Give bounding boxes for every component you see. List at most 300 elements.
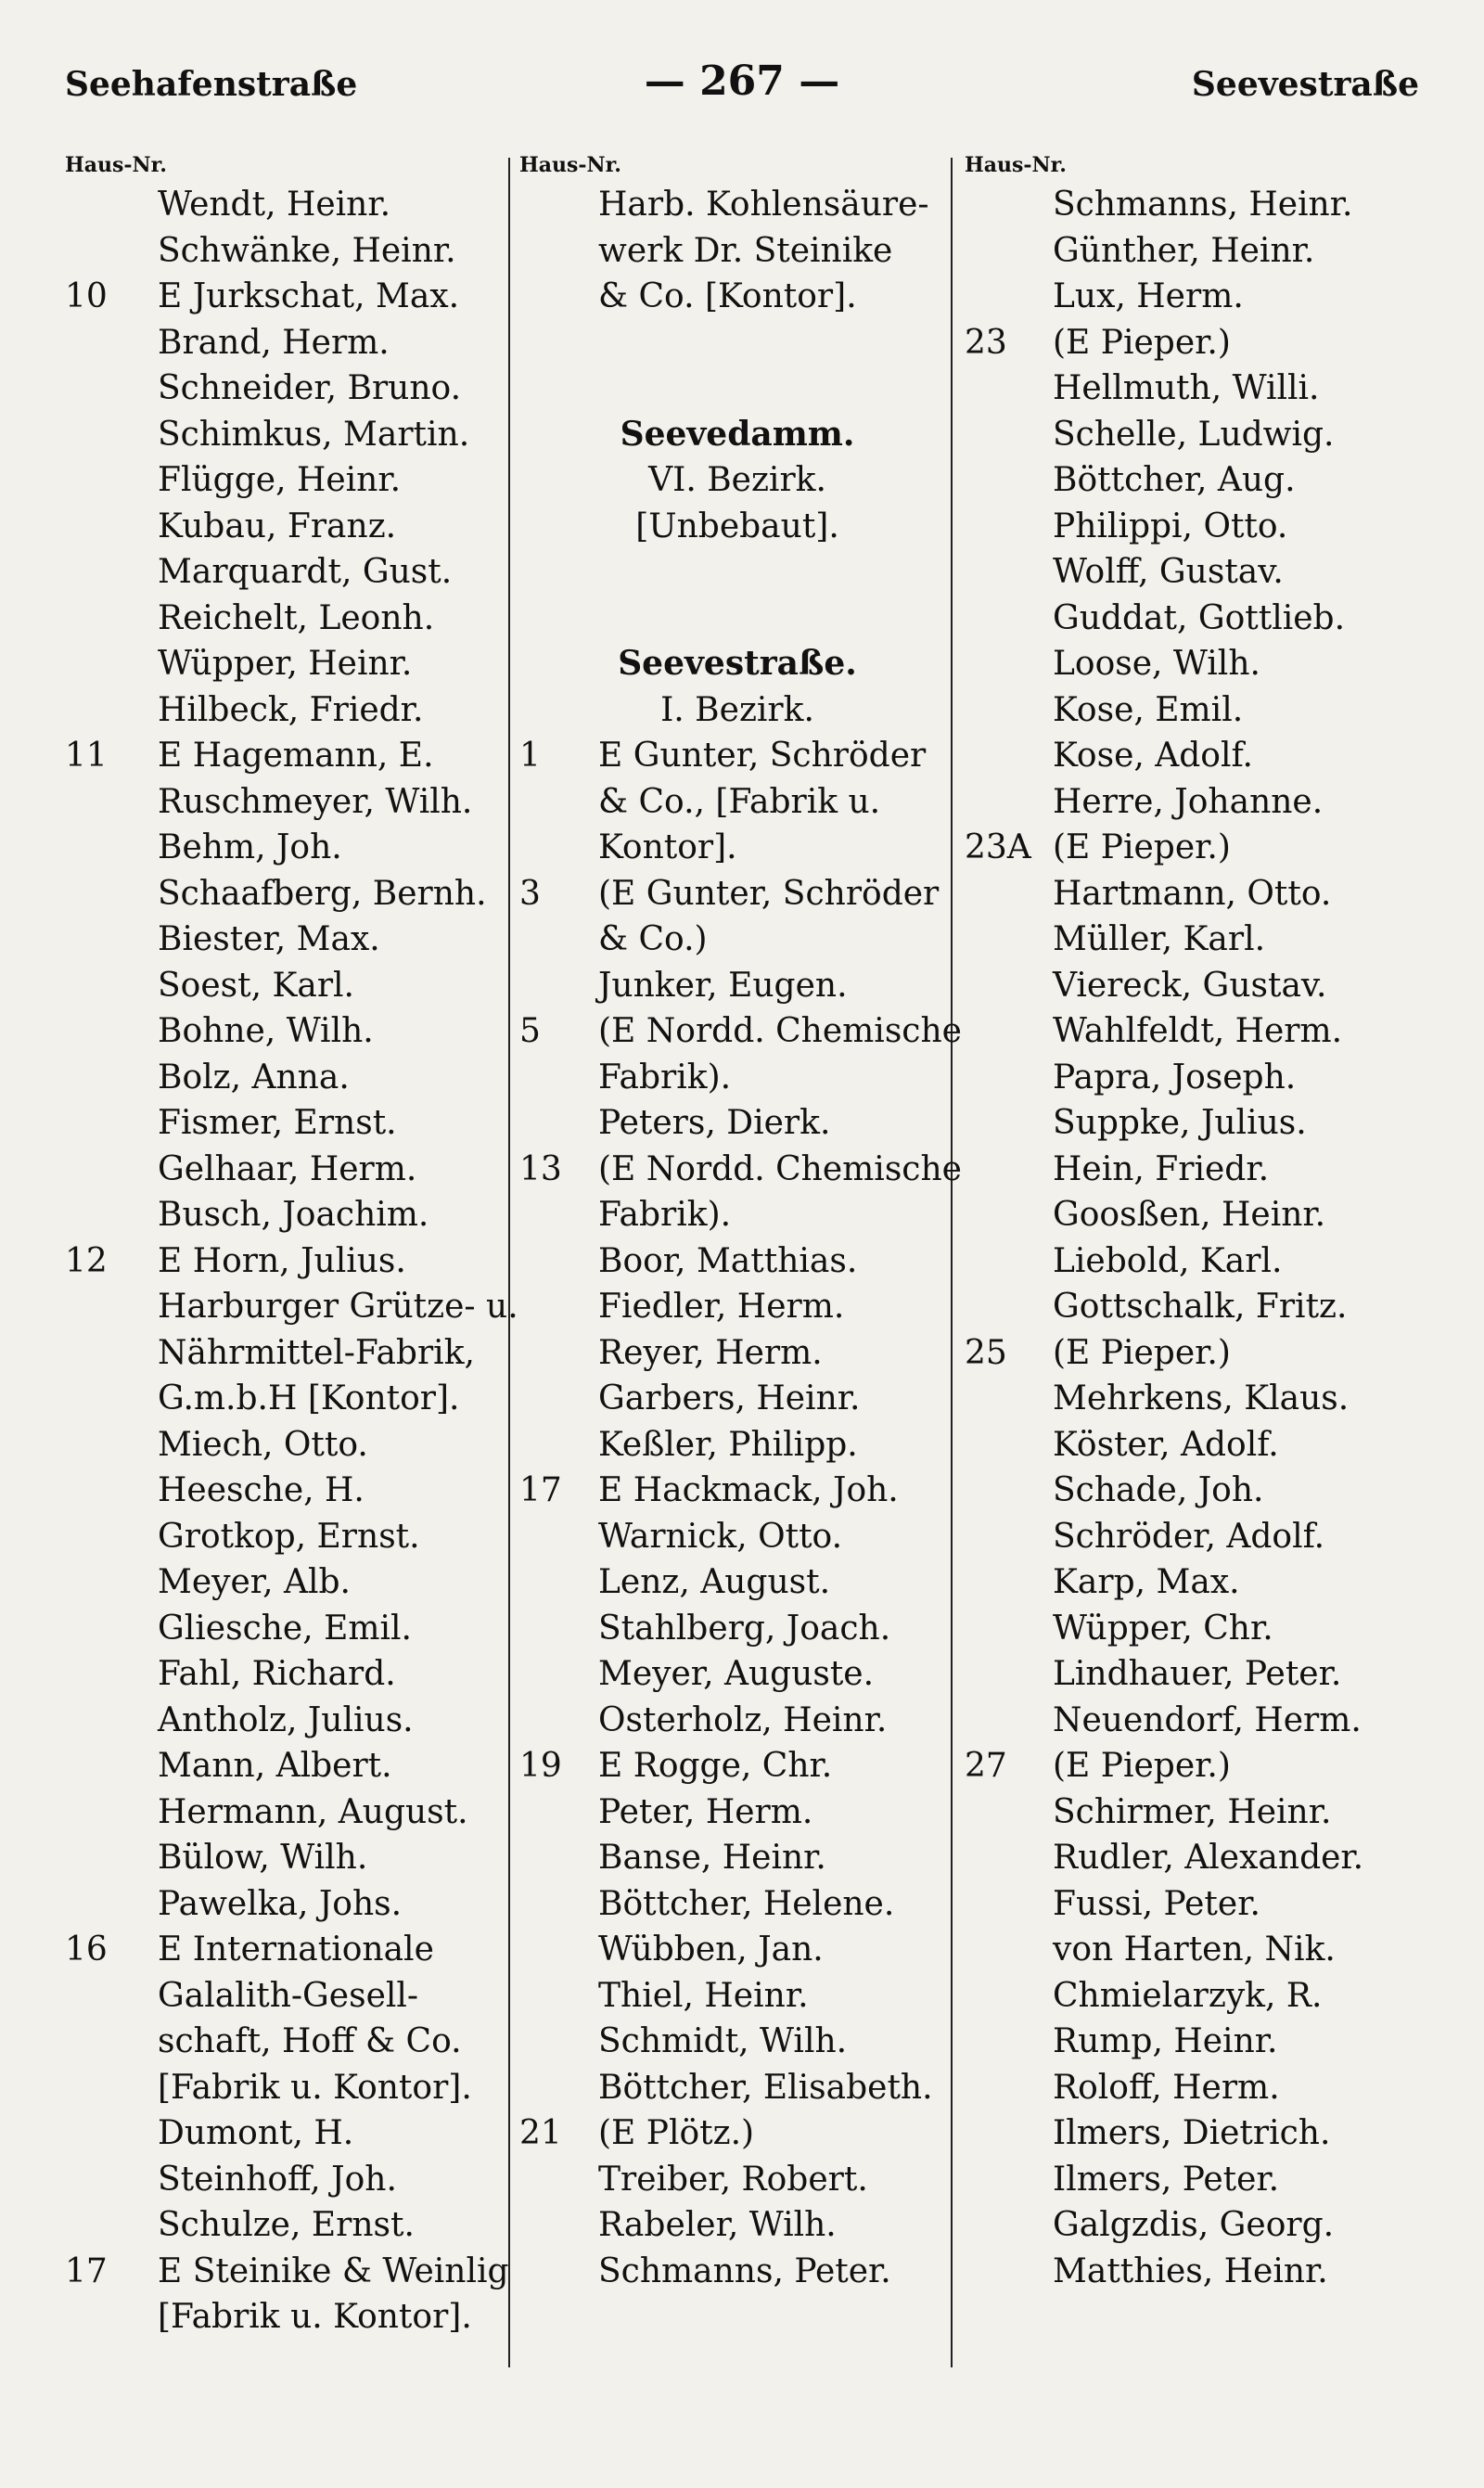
house-number — [65, 596, 158, 642]
directory-entry — [965, 1789, 1428, 1836]
directory-entry — [519, 2065, 955, 2111]
house-number — [965, 687, 1053, 734]
directory-entry — [519, 687, 955, 734]
house-number — [965, 1606, 1053, 1652]
entry-text: Antholz, Julius. — [158, 1700, 414, 1739]
house-number — [65, 917, 158, 963]
directory-entry — [965, 1743, 1428, 1789]
house-number — [965, 2065, 1053, 2111]
entry-text: Stahlberg, Joach. — [598, 1609, 891, 1648]
column-header: Haus-Nr. — [965, 153, 1067, 177]
directory-entry — [965, 1606, 1428, 1652]
house-number: 23A — [965, 828, 1031, 866]
house-number — [519, 1973, 598, 2020]
house-number: 23 — [965, 323, 1007, 362]
house-number — [519, 2249, 598, 2295]
directory-entry — [65, 871, 510, 917]
directory-entry — [65, 1055, 510, 1101]
house-number — [965, 457, 1053, 504]
house-number — [65, 1514, 158, 1560]
house-number — [519, 1881, 598, 1928]
entry-text: Schwänke, Heinr. — [158, 231, 456, 270]
entry-text: Reyer, Herm. — [598, 1333, 823, 1372]
entry-text: Meyer, Auguste. — [598, 1655, 875, 1693]
entry-text: Roloff, Herm. — [1053, 2068, 1280, 2107]
entry-text: Schaafberg, Bernh. — [158, 874, 487, 913]
directory-entry — [519, 2019, 955, 2065]
house-number — [65, 1468, 158, 1514]
house-number — [65, 1147, 158, 1193]
directory-entry — [65, 2157, 510, 2203]
house-number — [519, 549, 598, 596]
entry-text: Flügge, Heinr. — [158, 461, 402, 499]
entry-text — [598, 366, 955, 412]
house-number — [65, 1055, 158, 1101]
house-number — [65, 1559, 158, 1606]
entry-text: & Co. [Kontor]. — [598, 277, 857, 315]
entry-text: Schirmer, Heinr. — [1053, 1792, 1332, 1831]
directory-entry — [965, 228, 1428, 275]
directory-entry — [519, 871, 955, 917]
house-number — [65, 549, 158, 596]
directory-entry — [65, 1514, 510, 1560]
directory-entry — [65, 1743, 510, 1789]
entry-text: Fussi, Peter. — [1053, 1884, 1260, 1923]
entry-text: Schulze, Ernst. — [158, 2206, 415, 2244]
house-number: 10 — [65, 277, 108, 315]
house-number — [965, 1376, 1053, 1422]
entry-text: Philippi, Otto. — [1053, 507, 1288, 545]
house-number — [519, 1055, 598, 1101]
directory-entry — [965, 1192, 1428, 1238]
directory-entry — [965, 549, 1428, 596]
entry-text — [598, 320, 955, 366]
entry-text: Miech, Otto. — [158, 1425, 368, 1464]
house-number — [519, 1376, 598, 1422]
entry-text: I. Bezirk. — [660, 690, 814, 729]
house-number — [65, 504, 158, 550]
house-number — [65, 871, 158, 917]
entry-text: E Hackmack, Joh. — [598, 1471, 899, 1509]
directory-entry — [965, 182, 1428, 228]
entry-text: Warnick, Otto. — [598, 1517, 843, 1556]
house-number — [65, 825, 158, 871]
entry-text: Goosßen, Heinr. — [1053, 1196, 1326, 1234]
directory-entry — [519, 457, 955, 504]
directory-entry — [65, 1698, 510, 1744]
entry-text: Keßler, Philipp. — [598, 1425, 858, 1464]
directory-entry — [519, 412, 955, 458]
directory-entry — [519, 320, 955, 366]
directory-entry — [65, 1008, 510, 1055]
directory-entry — [65, 963, 510, 1009]
house-number — [65, 457, 158, 504]
entry-text: Bohne, Wilh. — [158, 1012, 374, 1050]
directory-entry — [65, 1238, 510, 1285]
directory-entry — [965, 1055, 1428, 1101]
directory-entry — [965, 871, 1428, 917]
entry-text: E Rogge, Chr. — [598, 1747, 833, 1785]
entry-text: Ruschmeyer, Wilh. — [158, 782, 473, 821]
entry-text: Papra, Joseph. — [1053, 1058, 1297, 1097]
directory-entry — [519, 596, 955, 642]
entry-text: Fahl, Richard. — [158, 1655, 396, 1693]
house-number — [65, 1100, 158, 1147]
entry-text: Schmanns, Heinr. — [1053, 186, 1353, 224]
entry-text: G.m.b.H [Kontor]. — [158, 1379, 460, 1417]
directory-entry — [965, 274, 1428, 320]
entry-text: Wendt, Heinr. — [158, 186, 391, 224]
directory-entry — [65, 733, 510, 779]
house-number — [519, 1789, 598, 1836]
directory-entry — [965, 1147, 1428, 1193]
directory-entry — [519, 1927, 955, 1973]
entry-text: Wolff, Gustav. — [1053, 553, 1284, 591]
entry-text: Kubau, Franz. — [158, 507, 397, 545]
directory-entry — [519, 1330, 955, 1377]
column-right — [965, 148, 1428, 2294]
house-number — [519, 596, 598, 642]
entry-text: Ilmers, Dietrich. — [1053, 2114, 1331, 2152]
entry-text: E Jurkschat, Max. — [158, 277, 460, 315]
directory-entry — [965, 596, 1428, 642]
directory-entry — [965, 1835, 1428, 1881]
entry-text: Marquardt, Gust. — [158, 553, 453, 591]
directory-entry — [965, 917, 1428, 963]
directory-entry — [65, 1100, 510, 1147]
house-number — [519, 320, 598, 366]
house-number — [965, 1238, 1053, 1285]
entry-text: Banse, Heinr. — [598, 1839, 826, 1877]
entry-text: (E Pieper.) — [1053, 1333, 1231, 1372]
directory-entry — [65, 596, 510, 642]
house-number — [519, 182, 598, 228]
directory-entry — [519, 1376, 955, 1422]
directory-entry — [519, 1973, 955, 2020]
entry-text: Schelle, Ludwig. — [1053, 415, 1335, 454]
directory-entry — [65, 1468, 510, 1514]
directory-entry — [65, 228, 510, 275]
house-number: 27 — [965, 1747, 1007, 1785]
entry-text: Köster, Adolf. — [1053, 1425, 1279, 1464]
directory-entry — [965, 1100, 1428, 1147]
house-number — [65, 366, 158, 412]
entry-text: E Gunter, Schröder — [598, 737, 927, 775]
directory-entry — [965, 1330, 1428, 1377]
column-header: Haus-Nr. — [65, 153, 167, 177]
directory-entry — [519, 1008, 962, 1055]
house-number — [65, 1330, 158, 1377]
entry-text: VI. Bezirk. — [648, 461, 826, 499]
entry-text: Soest, Karl. — [158, 966, 354, 1005]
entry-text: Osterholz, Heinr. — [598, 1700, 888, 1739]
directory-entry — [65, 1789, 510, 1836]
entry-text: & Co.) — [598, 920, 708, 958]
house-number: 17 — [519, 1471, 562, 1509]
house-number — [65, 779, 158, 826]
house-number — [965, 2249, 1053, 2295]
house-number — [965, 1008, 1053, 1055]
entry-text: Rump, Heinr. — [1053, 2022, 1278, 2060]
house-number — [65, 1881, 158, 1928]
directory-entry — [965, 1927, 1428, 1973]
directory-entry — [65, 1147, 510, 1193]
house-number — [965, 963, 1053, 1009]
directory-entry — [519, 1100, 955, 1147]
directory-entry — [965, 1284, 1428, 1330]
house-number: 11 — [65, 737, 108, 775]
house-number: 13 — [519, 1149, 562, 1188]
directory-entry — [965, 1422, 1428, 1468]
directory-entry — [519, 1651, 955, 1698]
directory-entry — [519, 1468, 955, 1514]
entry-text: Dumont, H. — [158, 2114, 354, 2152]
entry-text: Meyer, Alb. — [158, 1563, 351, 1601]
entry-text: werk Dr. Steinike — [598, 231, 893, 270]
house-number — [65, 2065, 158, 2111]
house-number: 3 — [519, 874, 541, 913]
page-number: — 267 — — [644, 58, 840, 105]
entry-text: Biester, Max. — [158, 920, 380, 958]
entry-text: Karp, Max. — [1053, 1563, 1240, 1601]
entry-text: [Fabrik u. Kontor]. — [158, 2068, 472, 2107]
house-number — [965, 1927, 1053, 1973]
directory-entry — [65, 1330, 510, 1377]
entry-text: Heesche, H. — [158, 1471, 365, 1509]
entry-text: Harburger Grütze- u. — [158, 1288, 518, 1326]
house-number — [519, 366, 598, 412]
house-number: 19 — [519, 1747, 562, 1785]
entry-text: Fabrik). — [598, 1196, 732, 1234]
entry-text: (E Pieper.) — [1053, 323, 1231, 362]
directory-entry — [519, 1606, 955, 1652]
directory-entry — [65, 1376, 510, 1422]
entry-text: E Internationale — [158, 1930, 434, 1969]
directory-entry — [519, 1422, 955, 1468]
entry-text: Schmanns, Peter. — [598, 2251, 891, 2290]
entry-text: Kose, Adolf. — [1053, 737, 1253, 775]
house-number — [65, 1973, 158, 2020]
house-number — [519, 1606, 598, 1652]
directory-entry — [65, 549, 510, 596]
entry-text: Junker, Eugen. — [598, 966, 848, 1005]
directory-entry — [965, 1559, 1428, 1606]
house-number — [965, 366, 1053, 412]
house-number — [65, 2294, 158, 2341]
directory-entry — [519, 2110, 955, 2157]
directory-entry — [965, 1008, 1428, 1055]
directory-entry — [519, 1881, 955, 1928]
entry-text: (E Pieper.) — [1053, 1747, 1231, 1785]
house-number — [965, 1100, 1053, 1147]
directory-entry — [65, 1422, 510, 1468]
house-number — [519, 779, 598, 826]
house-number — [519, 1835, 598, 1881]
entry-text: Schneider, Bruno. — [158, 369, 462, 407]
directory-entry — [65, 779, 510, 826]
house-number — [965, 1881, 1053, 1928]
entry-text: [Unbebaut]. — [635, 507, 839, 545]
entry-text: Chmielarzyk, R. — [1053, 1976, 1323, 2015]
directory-entry — [65, 641, 510, 687]
directory-entry — [65, 825, 510, 871]
directory-entry — [519, 733, 955, 779]
directory-entry — [65, 1881, 510, 1928]
directory-entry — [65, 1835, 510, 1881]
entry-text: Böttcher, Elisabeth. — [598, 2068, 933, 2107]
house-number — [65, 412, 158, 458]
house-number — [519, 963, 598, 1009]
entry-text: Hellmuth, Willi. — [1053, 369, 1320, 407]
entry-text: (E Plötz.) — [598, 2114, 755, 2152]
house-number — [519, 1284, 598, 1330]
house-number: 5 — [519, 1012, 541, 1050]
entry-text: & Co., [Fabrik u. — [598, 782, 881, 821]
entry-text: Schimkus, Martin. — [158, 415, 470, 454]
entry-text: von Harten, Nik. — [1053, 1930, 1336, 1969]
directory-entry — [965, 1514, 1428, 1560]
house-number — [65, 1789, 158, 1836]
house-number — [965, 1147, 1053, 1193]
house-number: 21 — [519, 2114, 562, 2152]
directory-entry — [65, 274, 510, 320]
house-number — [519, 1330, 598, 1377]
house-number — [965, 504, 1053, 550]
house-number — [965, 1651, 1053, 1698]
entry-text: Nährmittel-Fabrik, — [158, 1333, 475, 1372]
entry-text: Mehrkens, Klaus. — [1053, 1379, 1350, 1417]
house-number — [519, 1514, 598, 1560]
entry-text: E Horn, Julius. — [158, 1241, 406, 1280]
directory-entry — [519, 366, 955, 412]
directory-entry — [965, 963, 1428, 1009]
house-number — [965, 1514, 1053, 1560]
house-number — [965, 1422, 1053, 1468]
entry-text: Wahlfeldt, Herm. — [1053, 1012, 1343, 1050]
entry-text: Fabrik). — [598, 1058, 732, 1097]
house-number — [965, 641, 1053, 687]
house-number — [965, 2202, 1053, 2249]
house-number: 16 — [65, 1930, 108, 1969]
house-number — [65, 2202, 158, 2249]
directory-entry — [65, 2249, 510, 2295]
entry-text: Lux, Herm. — [1053, 277, 1244, 315]
directory-entry — [65, 1651, 510, 1698]
entry-text: Behm, Joh. — [158, 828, 342, 866]
entry-text: Rudler, Alexander. — [1053, 1839, 1364, 1877]
house-number — [65, 320, 158, 366]
house-number — [965, 1789, 1053, 1836]
house-number — [965, 596, 1053, 642]
entry-text — [598, 549, 955, 596]
directory-entry — [519, 2157, 955, 2203]
house-number — [519, 2019, 598, 2065]
directory-entry — [965, 733, 1428, 779]
house-number — [65, 1422, 158, 1468]
house-number: 17 — [65, 2251, 108, 2290]
directory-entry — [519, 2202, 955, 2249]
entry-text: E Steinike & Weinlig — [158, 2251, 509, 2290]
house-number — [65, 1743, 158, 1789]
entry-text: Boor, Matthias. — [598, 1241, 858, 1280]
directory-entry — [519, 228, 955, 275]
directory-entry — [519, 1238, 955, 1285]
directory-entry — [519, 1835, 955, 1881]
house-number — [65, 1606, 158, 1652]
directory-entry — [965, 2202, 1428, 2249]
entry-text: Schade, Joh. — [1053, 1471, 1264, 1509]
entry-text: Reichelt, Leonh. — [158, 598, 435, 637]
house-number — [519, 1927, 598, 1973]
directory-entry — [519, 1192, 955, 1238]
column-left — [65, 148, 518, 2341]
house-number — [65, 1698, 158, 1744]
directory-entry — [65, 2019, 510, 2065]
directory-entry — [965, 320, 1428, 366]
directory-entry — [519, 1789, 955, 1836]
entry-text: Schmidt, Wilh. — [598, 2022, 848, 2060]
house-number — [65, 228, 158, 275]
house-number — [519, 2202, 598, 2249]
directory-entry — [519, 1743, 955, 1789]
directory-entry — [519, 504, 955, 550]
house-number — [65, 1376, 158, 1422]
entry-text: Kose, Emil. — [1053, 690, 1244, 729]
entry-text: Liebold, Karl. — [1053, 1241, 1283, 1280]
directory-entry — [65, 1284, 518, 1330]
directory-entry — [65, 320, 510, 366]
directory-entry — [65, 1973, 510, 2020]
house-number — [965, 1698, 1053, 1744]
entry-text — [598, 596, 955, 642]
entry-text: Schröder, Adolf. — [1053, 1517, 1325, 1556]
entry-text: Bolz, Anna. — [158, 1058, 350, 1097]
house-number — [965, 549, 1053, 596]
entry-text: Suppke, Julius. — [1053, 1104, 1307, 1142]
header-right-street: Seevestraße — [1191, 65, 1419, 104]
entry-text: Wübben, Jan. — [598, 1930, 824, 1969]
entry-text: Fiedler, Herm. — [598, 1288, 845, 1326]
entry-text: Hartmann, Otto. — [1053, 874, 1332, 913]
entry-text: Pawelka, Johs. — [158, 1884, 403, 1923]
house-number — [65, 1651, 158, 1698]
entry-text: Günther, Heinr. — [1053, 231, 1315, 270]
entry-text: Peter, Herm. — [598, 1792, 813, 1831]
directory-entry — [65, 1606, 510, 1652]
entry-text: Müller, Karl. — [1053, 920, 1266, 958]
house-number — [519, 2065, 598, 2111]
entry-text: Galgzdis, Georg. — [1053, 2206, 1335, 2244]
directory-entry — [519, 1514, 955, 1560]
directory-entry — [965, 2110, 1428, 2157]
directory-entry — [519, 1284, 955, 1330]
house-number — [965, 1973, 1053, 2020]
directory-entry — [65, 1559, 510, 1606]
house-number — [65, 2110, 158, 2157]
house-number — [965, 412, 1053, 458]
house-number — [65, 963, 158, 1009]
directory-entry — [965, 2019, 1428, 2065]
house-number — [519, 1422, 598, 1468]
entry-text: Lenz, August. — [598, 1563, 831, 1601]
entry-text: Gliesche, Emil. — [158, 1609, 412, 1648]
directory-entry — [965, 2249, 1428, 2295]
house-number — [519, 1100, 598, 1147]
directory-entry — [519, 1055, 955, 1101]
directory-entry — [965, 779, 1428, 826]
house-number — [519, 917, 598, 963]
entry-text: Galalith-Gesell- — [158, 1976, 419, 2015]
